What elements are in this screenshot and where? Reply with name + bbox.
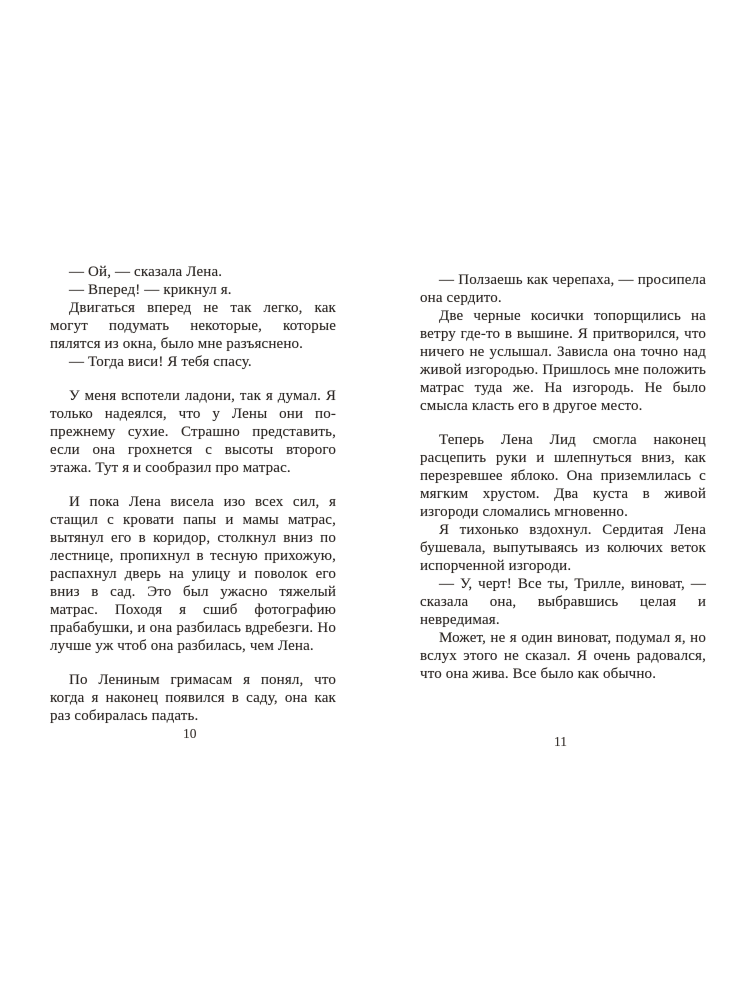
paragraph: Двигаться вперед не так легко, как могут подумать некоторые, которые пялятся из окна, было мне разъяснено. <box>50 300 336 352</box>
paragraph: — Ой, — сказала Лена. <box>69 264 223 280</box>
paragraph: Две черные косички топорщились на ветру где-то в вышине. Я притворился, что ничего не услышал. Зависла она точно над живой изгородью. Пришлось мне положить матрас туда же. На изгородь. Не было смысла класть его в другое место. <box>420 308 706 414</box>
page-number-left: 10 <box>183 726 197 741</box>
paragraph: У меня вспотели ладони, так я думал. Я только надеялся, что у Лены они по-прежнему сухие. Страшно представить, если она грохнется с высоты второго этажа. Тут я и сообразил про матрас. <box>50 388 336 476</box>
paragraph: Может, не я один виноват, подумал я, но вслух этого не сказал. Я очень радовался, что она жива. Все было как обычно. <box>420 630 706 682</box>
paragraph: Теперь Лена Лид смогла наконец расцепить руки и шлепнуться вниз, как перезревшее яблоко. Она приземлилась с мягким хрустом. Два куста в живой изгороди сломались мгновенно. <box>420 432 706 520</box>
paragraph: Я тихонько вздохнул. Сердитая Лена бушевала, выпутываясь из колючих веток испорченной изгороди. <box>420 522 706 574</box>
paragraph: — Ползаешь как черепаха, — просипела она сердито. <box>420 272 706 306</box>
paragraph: — У, черт! Все ты, Трилле, виноват, — сказала она, выбравшись целая и невредимая. <box>420 576 706 628</box>
paragraph: И пока Лена висела изо всех сил, я стащил с кровати папы и мамы матрас, вытянул его в коридор, столкнул вниз по лестнице, пропихнул в тесную прихожую, распахнул дверь на улицу и поволок его вниз в сад. Это был ужасно тяжелый матрас. Походя я сшиб фотографию прабабушки, и она разбилась вдребезги. Но лучше уж чтоб она разбилась, чем Лена. <box>50 494 336 654</box>
right-page <box>420 271 706 683</box>
page-number-right: 11 <box>554 734 567 749</box>
left-page <box>50 263 336 725</box>
paragraph: — Вперед! — крикнул я. <box>69 282 232 298</box>
paragraph: — Тогда виси! Я тебя спасу. <box>69 354 252 370</box>
paragraph: По Лениным гримасам я понял, что когда я наконец появился в саду, она как раз собиралась падать. <box>50 672 336 724</box>
